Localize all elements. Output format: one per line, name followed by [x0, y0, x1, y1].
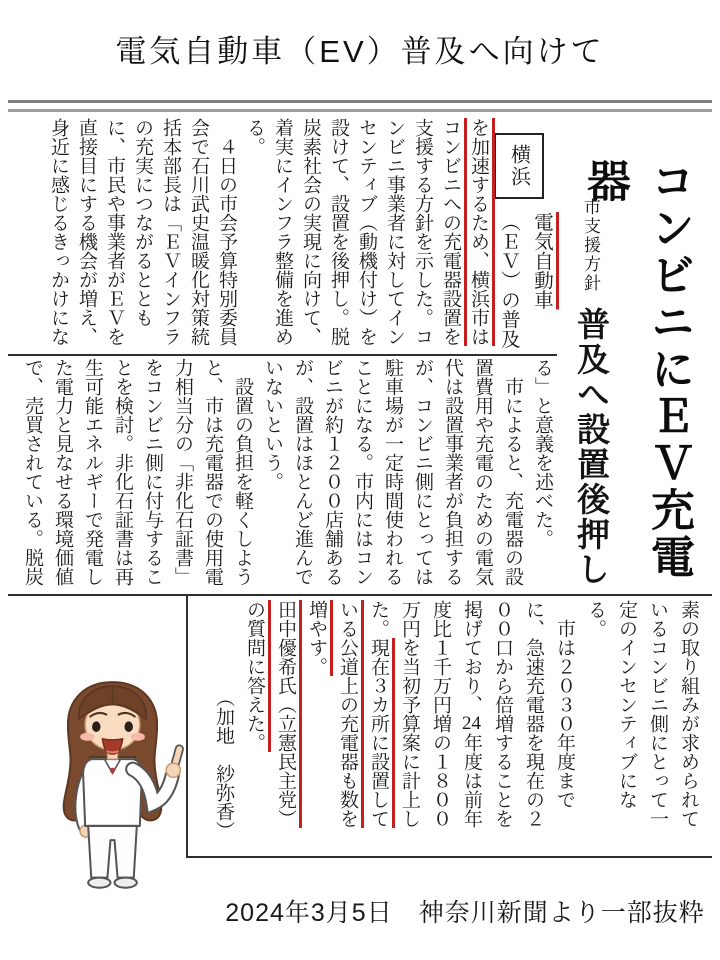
- location-tag: 横浜: [507, 144, 530, 188]
- headline-sub-column: [558, 198, 614, 590]
- article-paragraph: [44, 118, 240, 352]
- article-paragraph: [580, 600, 704, 840]
- article-lead: [492, 212, 558, 352]
- article-paragraph: [240, 118, 492, 352]
- section-divider-2: [8, 594, 712, 596]
- emphasized-text-segment: 田中優希氏（立憲民主党）の質問に答えた。: [244, 600, 296, 828]
- article-paragraph: [492, 212, 525, 352]
- text-segment: 年度は前年度比１千万円増の１８００万円を当初予算案に計上した。: [368, 600, 482, 828]
- article-paragraph: [257, 358, 527, 592]
- text-segment: 市は２０３０年度までに、急速充電器を現在の２００口から倍増することを掲げており、: [461, 600, 575, 828]
- woman-legs: [88, 826, 137, 888]
- article-band-2: [8, 358, 557, 592]
- headline-kicker: 市支援方針: [581, 198, 600, 293]
- text-segment: 素の取り組みが求められているコンビニ側にとって一定のインセンティブになる。: [585, 600, 699, 828]
- emphasized-text-segment: を加速するため、横浜市はコンビニへの充電器設置を: [440, 118, 489, 346]
- text-segment: 設置の負担を軽くしようと、市は充電器での使用電力相当分の「非化石証書」をコンビニ側に付与することを検討。非化石証書は再生可能エネルギーで発電した電力と見なせる環境価値で、売買されている。脱炭: [22, 358, 253, 586]
- source-caption: 2024年3月5日 神奈川新聞より一部抜粋: [225, 899, 705, 927]
- text-segment: ４日の市会予算特別委員会で石川武史温暖化対策統括本部長は「ＥＶインフラの充実につながるとともに、市民や事業者がＥＶを直接目にする機会が増え、身近に感じるきっかけにな: [48, 118, 237, 346]
- text-segment: る」と意義を述べた。: [532, 358, 553, 548]
- text-segment: 市によると、充電器の設置費用や充電のための電気代は設置事業者が負担するが、コンビニ側にとっては駐車場が一定時間使われることになる。市内にはコンビニが約１２００店舗あるが、設置はほとんど進んでいないという。: [262, 358, 523, 586]
- text-segment: （ＥＶ）の普及: [498, 212, 519, 349]
- location-tag-box: [494, 133, 544, 199]
- article-paragraph: [17, 358, 257, 592]
- emphasized-text-segment: 電気自動車: [531, 212, 552, 310]
- section-divider-1: [8, 354, 557, 356]
- page-title: 電気自動車（EV）普及へ向けて: [115, 34, 605, 69]
- text-segment: （加地 紗弥香）: [213, 688, 234, 840]
- headline-sub: 普及へ設置後押し: [572, 307, 608, 587]
- article-band-1: [8, 118, 492, 352]
- article-band-3: [192, 600, 704, 840]
- double-rule-bottom: [8, 109, 712, 112]
- article-paragraph: [239, 600, 301, 840]
- double-rule-top: [8, 100, 712, 103]
- article-paragraph: [527, 358, 557, 592]
- emphasized-text-segment: 現在３カ所に設置している公道上の充電器も数を増やす。: [306, 600, 389, 828]
- text-segment: 支援する方針を示した。コンビニ事業者に対してインセンティブ（動機付け）を設けて、設置を後押し。脱炭素社会の実現に向けて、着実にインフラ整備を進める。: [244, 118, 433, 346]
- headline-main: コンビニにＥＶ充電器: [580, 158, 693, 581]
- article-paragraph: [525, 212, 558, 352]
- text-segment: 24: [462, 714, 481, 733]
- article-paragraph: [301, 600, 580, 840]
- presenter-woman-illustration: [30, 672, 195, 910]
- article-paragraph: [208, 600, 239, 840]
- band3-bottom-border: [186, 856, 712, 858]
